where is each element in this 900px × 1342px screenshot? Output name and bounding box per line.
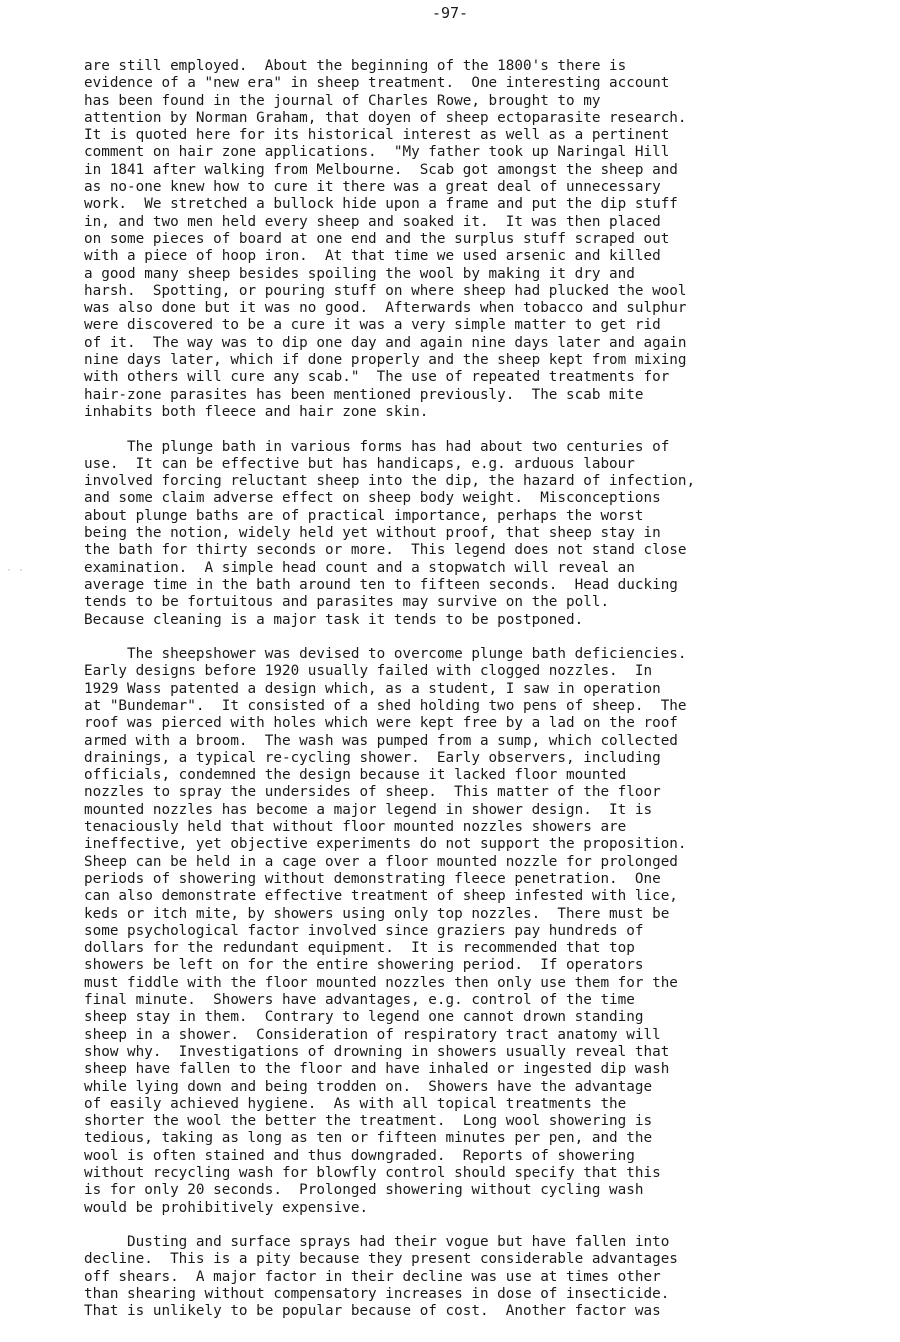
text-line: being the notion, widely held yet without proof, that sheep stay in <box>84 525 661 542</box>
text-line: Dusting and surface sprays had their vogue but have fallen into <box>84 1234 670 1251</box>
text-line: The plunge bath in various forms has had about two centuries of <box>84 438 670 455</box>
text-line: inhabits both fleece and hair zone skin. <box>84 403 429 420</box>
text-line: dollars for the redundant equipment. It is recommended that top <box>84 940 635 957</box>
text-line: roof was pierced with holes which were kept free by a lad on the roof <box>84 715 678 732</box>
text-line: the bath for thirty seconds or more. This legend does not stand close <box>84 542 687 559</box>
text-line: examination. A simple head count and a stopwatch will reveal an <box>84 559 635 576</box>
text-line: shorter the wool the better the treatment. Long wool showering is <box>84 1113 653 1130</box>
text-line: as no-one knew how to cure it there was a great deal of unnecessary <box>84 179 661 196</box>
text-line: attention by Norman Graham, that doyen of sheep ectoparasite research. <box>84 109 687 126</box>
text-line: drainings, a typical re-cycling shower. Early observers, including <box>84 749 661 766</box>
text-line: evidence of a "new era" in sheep treatment. One interesting account <box>84 75 670 92</box>
text-line: hair-zone parasites has been mentioned previously. The scab mite <box>84 386 644 403</box>
text-line: use. It can be effective but has handicaps, e.g. arduous labour <box>84 455 635 472</box>
text-line: are still employed. About the beginning of the 1800's there is <box>84 58 627 74</box>
text-line: is for only 20 seconds. Prolonged showering without cycling wash <box>84 1182 644 1199</box>
text-line: off shears. A major factor in their decline was use at times other <box>84 1268 661 1285</box>
text-line: The sheepshower was devised to overcome plunge bath deficiencies. <box>84 646 687 663</box>
text-line: Because cleaning is a major task it tends to be postponed. <box>84 611 584 628</box>
text-line: show why. Investigations of drowning in showers usually reveal that <box>84 1043 670 1060</box>
text-line: wool is often stained and thus downgraded. Reports of showering <box>84 1147 635 1164</box>
paragraph <box>84 58 804 421</box>
text-line: final minute. Showers have advantages, e.g. control of the time <box>84 992 635 1009</box>
text-line: at "Bundemar". It consisted of a shed holding two pens of sheep. The <box>84 697 687 714</box>
text-line: officials, condemned the design because it lacked floor mounted <box>84 767 627 784</box>
text-line: harsh. Spotting, or pouring stuff on where sheep had plucked the wool <box>84 282 687 299</box>
text-line: while lying down and being trodden on. Showers have the advantage <box>84 1078 653 1095</box>
text-line: tends to be fortuitous and parasites may survive on the poll. <box>84 594 610 611</box>
text-line: of it. The way was to dip one day and again nine days later and again <box>84 334 687 351</box>
text-line: sheep in a shower. Consideration of respiratory tract anatomy will <box>84 1026 661 1043</box>
text-line: comment on hair zone applications. "My father took up Naringal Hill <box>84 144 670 161</box>
text-line: was also done but it was no good. Afterwards when tobacco and sulphur <box>84 300 687 317</box>
text-line: without recycling wash for blowfly control should specify that this <box>84 1165 661 1181</box>
text-line: showers be left on for the entire showering period. If operators <box>84 957 644 974</box>
text-line: would be prohibitively expensive. <box>84 1199 369 1216</box>
text-line: Early designs before 1920 usually failed with clogged nozzles. In <box>84 663 653 680</box>
margin-speck: · · <box>6 565 25 576</box>
text-line: were discovered to be a cure it was a very simple matter to get rid <box>84 317 661 334</box>
text-line: sheep stay in them. Contrary to legend one cannot drown standing <box>84 1009 644 1026</box>
paragraph <box>84 439 804 629</box>
text-line: armed with a broom. The wash was pumped from a sump, which collected <box>84 732 678 749</box>
text-line: tenaciously held that without floor mounted nozzles showers are <box>84 819 627 836</box>
text-line: in 1841 after walking from Melbourne. Scab got amongst the sheep and <box>84 161 678 178</box>
text-line: some psychological factor involved since graziers pay hundreds of <box>84 922 644 939</box>
text-line: keds or itch mite, by showers using only top nozzles. There must be <box>84 905 670 922</box>
text-line: about plunge baths are of practical importance, perhaps the worst <box>84 507 644 524</box>
text-line: That is unlikely to be popular because of cost. Another factor was <box>84 1303 661 1320</box>
paragraph <box>84 646 804 1217</box>
text-line: work. We stretched a bullock hide upon a frame and put the dip stuff <box>84 196 678 213</box>
text-line: decline. This is a pity because they present considerable advantages <box>84 1251 678 1268</box>
text-line: with a piece of hoop iron. At that time we used arsenic and killed <box>84 248 661 265</box>
text-line: has been found in the journal of Charles Rowe, brought to my <box>84 92 601 109</box>
text-line: must fiddle with the floor mounted nozzles then only use them for the <box>84 974 678 991</box>
paragraph <box>84 1234 804 1320</box>
text-line: a good many sheep besides spoiling the wool by making it dry and <box>84 265 635 282</box>
text-line: and some claim adverse effect on sheep body weight. Misconceptions <box>84 490 661 507</box>
text-line: in, and two men held every sheep and soaked it. It was then placed <box>84 213 661 230</box>
text-line: than shearing without compensatory increases in dose of insecticide. <box>84 1286 670 1303</box>
text-line: involved forcing reluctant sheep into the dip, the hazard of infection, <box>84 473 696 490</box>
text-line: It is quoted here for its historical interest as well as a pertinent <box>84 127 670 144</box>
text-line: ineffective, yet objective experiments do not support the proposition. <box>84 836 687 853</box>
text-line: mounted nozzles has become a major legend in shower design. It is <box>84 801 653 818</box>
body-text <box>84 58 804 1338</box>
text-line: with others will cure any scab." The use of repeated treatments for <box>84 369 670 386</box>
text-line: can also demonstrate effective treatment of sheep infested with lice, <box>84 888 678 905</box>
text-line: nine days later, which if done properly and the sheep kept from mixing <box>84 352 687 369</box>
text-line: of easily achieved hygiene. As with all topical treatments the <box>84 1095 627 1112</box>
text-line: on some pieces of board at one end and the surplus stuff scraped out <box>84 230 670 247</box>
text-line: sheep have fallen to the floor and have inhaled or ingested dip wash <box>84 1061 670 1078</box>
page-number: -97- <box>431 4 469 22</box>
text-line: Sheep can be held in a cage over a floor mounted nozzle for prolonged <box>84 853 678 870</box>
text-line: 1929 Wass patented a design which, as a student, I saw in operation <box>84 680 661 697</box>
text-line: tedious, taking as long as ten or fifteen minutes per pen, and the <box>84 1130 653 1147</box>
text-line: periods of showering without demonstrating fleece penetration. One <box>84 870 661 887</box>
text-line: average time in the bath around ten to fifteen seconds. Head ducking <box>84 576 678 593</box>
text-line: nozzles to spray the undersides of sheep. This matter of the floor <box>84 784 661 801</box>
